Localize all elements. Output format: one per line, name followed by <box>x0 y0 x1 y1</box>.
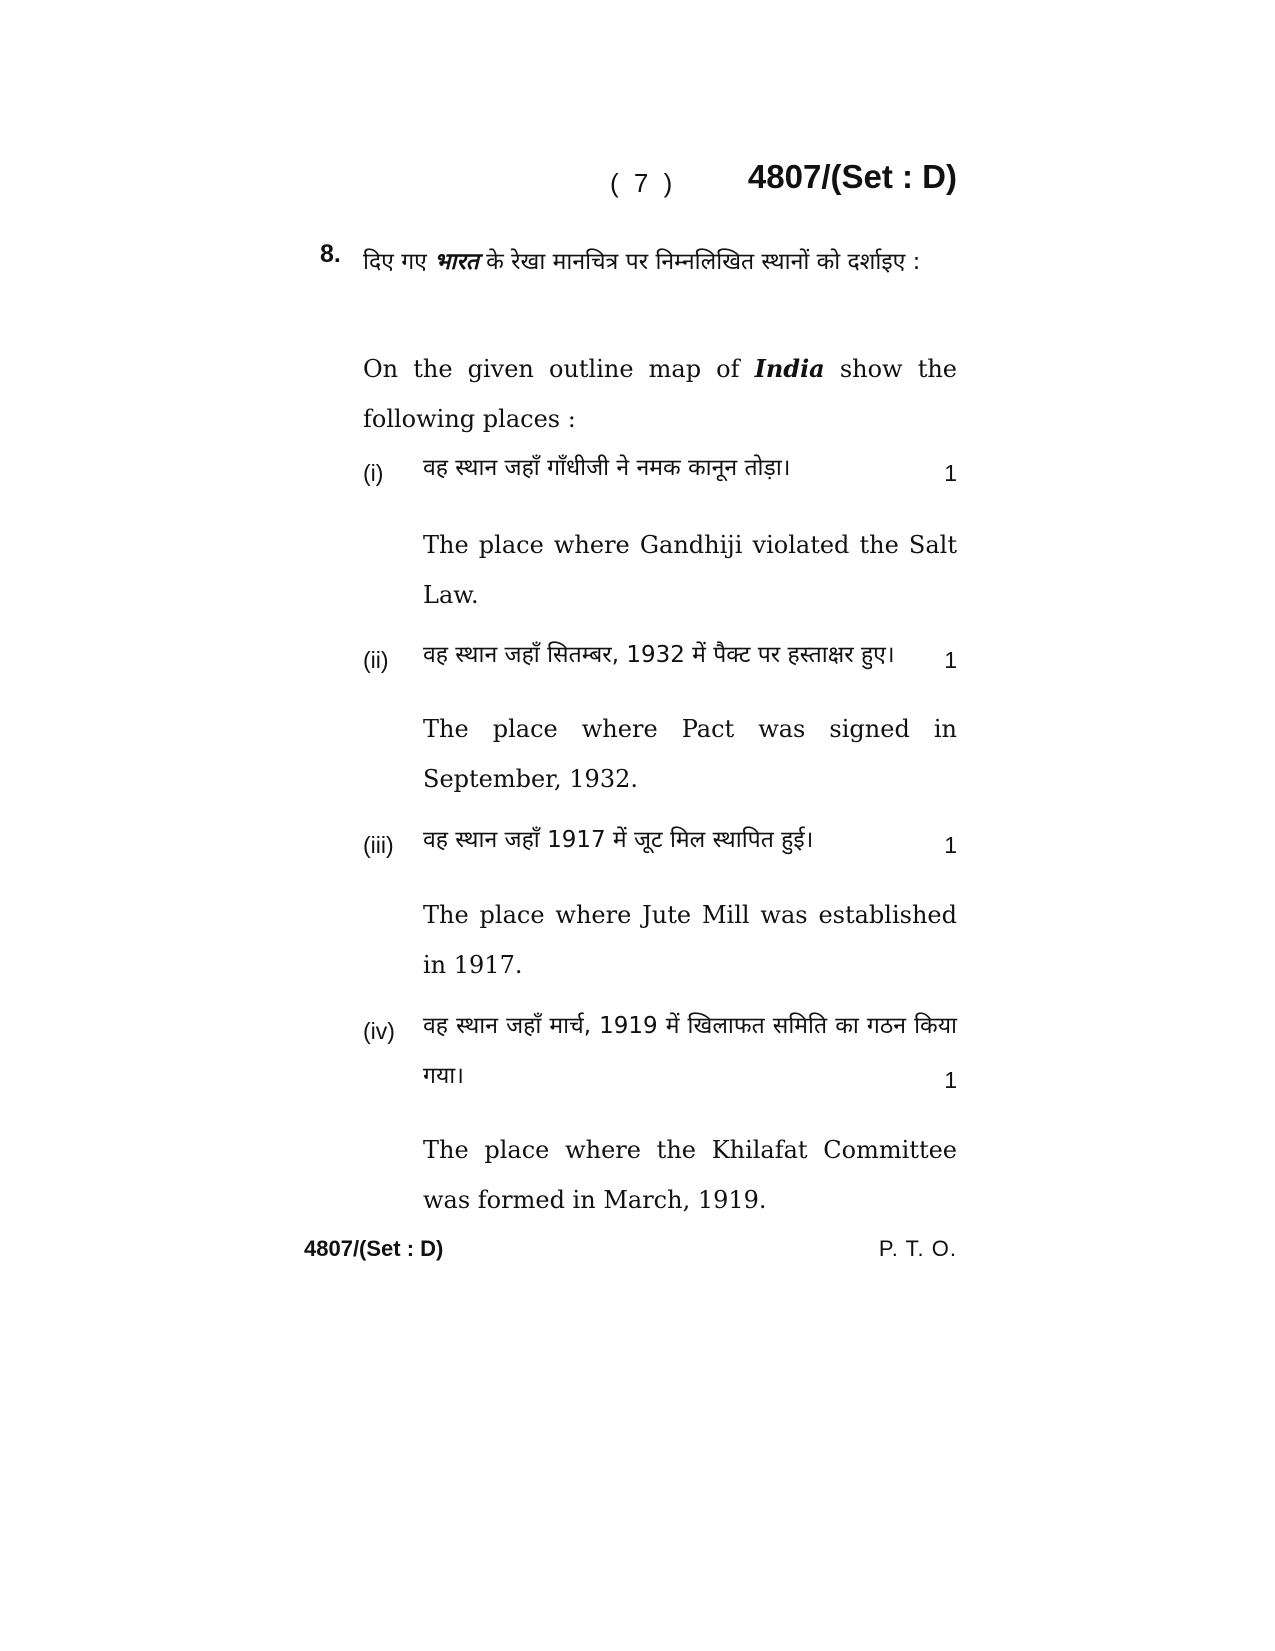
item-label: (i) <box>363 460 384 486</box>
question-hindi-part-1: दिए गए <box>363 249 435 275</box>
item-marks: 1 <box>944 647 957 673</box>
question-text-english <box>363 344 957 444</box>
question-number: 8. <box>320 240 341 268</box>
item-hindi-text: वह स्थान जहाँ सितम्बर, 1932 में पैक्ट पर हस्ताक्षर हुए। <box>423 642 895 668</box>
item-hindi-text: वह स्थान जहाँ गाँधीजी ने नमक कानून तोड़ा। <box>423 455 791 481</box>
paper-code-footer: 4807/(Set : D) <box>304 1236 444 1261</box>
item-marks: 1 <box>944 460 957 486</box>
question-text-hindi <box>363 236 957 288</box>
item-marks: 1 <box>944 832 957 858</box>
question-english-emphasis: India <box>754 354 825 383</box>
question-hindi-emphasis: भारत <box>434 249 479 275</box>
page-number: ( 7 ) <box>610 168 677 198</box>
item-marks: 1 <box>944 1067 957 1093</box>
item-english-text: The place where Jute Mill was established in 1917. <box>423 901 957 979</box>
question-english-part-1: On the given outline map of <box>363 355 755 383</box>
item-english-text: The place where the Khilafat Committee was formed in March, 1919. <box>423 1136 957 1214</box>
paper-code-header: 4807/(Set : D) <box>747 158 957 195</box>
item-hindi-text: वह स्थान जहाँ मार्च, 1919 में खिलाफत समिति का गठन किया गया। <box>423 1013 957 1089</box>
item-label: (iii) <box>363 832 394 858</box>
item-english-text: The place where Gandhiji violated the Salt Law. <box>423 531 957 609</box>
question-english-part-2: show the following places : <box>363 355 957 433</box>
item-hindi-text: वह स्थान जहाँ 1917 में जूट मिल स्थापित हुई। <box>423 827 814 853</box>
item-label: (iv) <box>363 1018 395 1044</box>
item-label: (ii) <box>363 647 389 673</box>
item-english-text: The place where Pact was signed in September, 1932. <box>423 715 957 793</box>
question-hindi-part-2: के रेखा मानचित्र पर निम्नलिखित स्थानों को दर्शाइए : <box>478 249 921 275</box>
please-turn-over: P. T. O. <box>878 1236 957 1261</box>
